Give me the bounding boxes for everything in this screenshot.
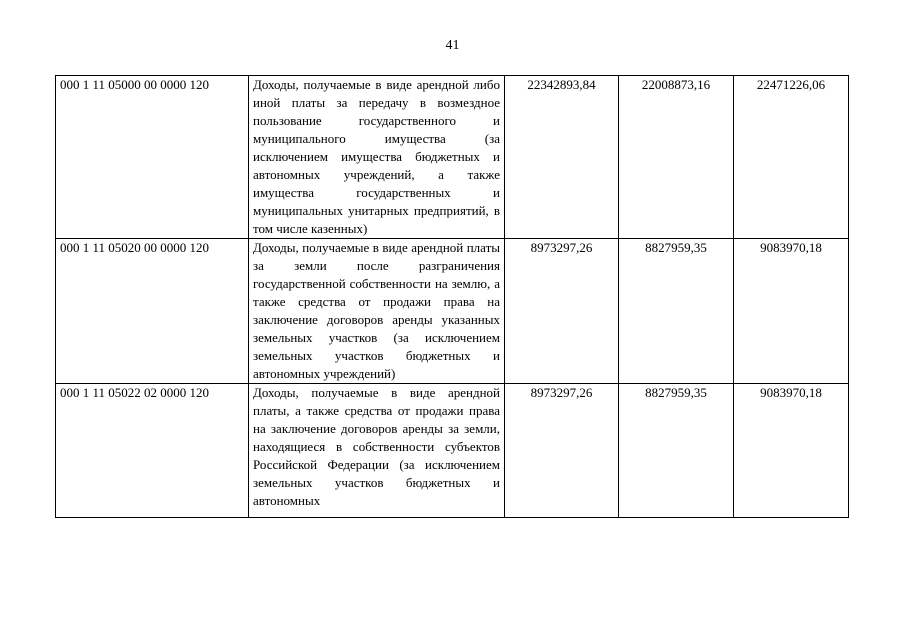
revenue-table <box>55 75 849 518</box>
page-number: 41 <box>445 38 460 53</box>
table-row <box>56 239 849 384</box>
amount-year2-cell: 8827959,35 <box>619 239 734 384</box>
description-text: Доходы, получаемые в виде арендной платы, а также средства от продажи права на заключение договоров аренды за земли, находящиеся в собственности субъектов Российской Федерации (за исключением земельных участков бюджетных и автономных <box>253 385 500 508</box>
amount-year1-cell: 8973297,26 <box>505 384 619 518</box>
amount-year3-cell: 9083970,18 <box>734 239 849 384</box>
budget-code-cell: 000 1 11 05000 00 0000 120 <box>56 76 249 239</box>
amount-year3-cell: 9083970,18 <box>734 384 849 518</box>
description-text: Доходы, получаемые в виде арендной платы за земли после разграничения государственной собственности на землю, а также средства от продажи права на заключение договоров аренды указанных земельных участков (за исключением земельных участков бюджетных и автономных учреждений) <box>253 240 500 381</box>
budget-code-cell: 000 1 11 05022 02 0000 120 <box>56 384 249 518</box>
description-cell <box>249 76 505 239</box>
amount-year2-cell: 22008873,16 <box>619 76 734 239</box>
table-row <box>56 76 849 239</box>
table-row <box>56 384 849 518</box>
amount-year1-cell: 8973297,26 <box>505 239 619 384</box>
description-text: Доходы, получаемые в виде арендной либо иной платы за передачу в возмездное пользование государственного и муниципального имущества (за исключением имущества бюджетных и автономных учреждений, а также имущества государственных и муниципальных унитарных предприятий, в том числе казенных) <box>253 77 500 236</box>
description-cell <box>249 384 505 518</box>
amount-year2-cell: 8827959,35 <box>619 384 734 518</box>
amount-year1-cell: 22342893,84 <box>505 76 619 239</box>
description-clip <box>253 384 500 517</box>
amount-year3-cell: 22471226,06 <box>734 76 849 239</box>
budget-code-cell: 000 1 11 05020 00 0000 120 <box>56 239 249 384</box>
description-cell <box>249 239 505 384</box>
